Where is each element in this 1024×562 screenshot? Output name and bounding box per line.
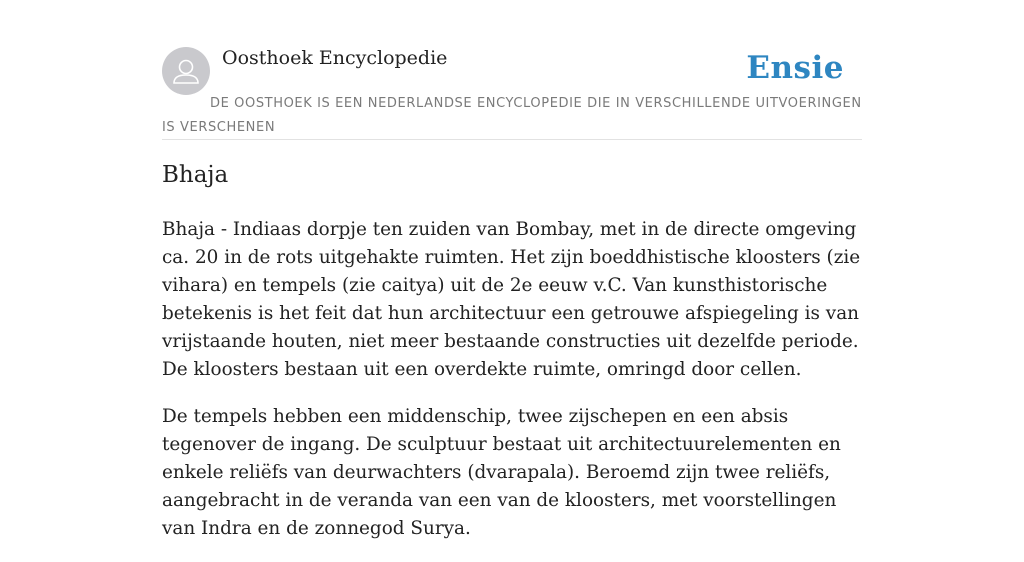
page-header [162,40,862,140]
user-avatar-icon[interactable] [162,47,210,95]
avatar-silhouette [162,47,210,95]
article-paragraph: De tempels hebben een middenschip, twee zijschepen en een absis tegenover de ingang. De sculptuur bestaat uit architectuurelementen en enkele reliëfs van deurwachters (dvarapala). Beroemd zijn twee reliëfs, aangebracht in de veranda van een van de kloosters, met voorstellingen van Indra en de zonnegod Surya. [162,406,841,539]
ensie-logo[interactable]: Ensie [746,50,844,86]
article-title: Bhaja [162,162,229,188]
header-divider [162,139,862,140]
article-body [162,216,862,562]
source-description: DE OOSTHOEK IS EEN NEDERLANDSE ENCYCLOPEDIE DIE IN VERSCHILLENDE UITVOERINGEN IS VERSCHENEN [162,96,862,135]
source-name[interactable]: Oosthoek Encyclopedie [222,47,448,69]
article-paragraph: Bhaja - Indiaas dorpje ten zuiden van Bombay, met in de directe omgeving ca. 20 in de rots uitgehakte ruimten. Het zijn boeddhistische kloosters (zie vihara) en tempels (zie caitya) uit de 2e eeuw v.C. Van kunsthistorische betekenis is het feit dat hun architectuur een getrouwe afspiegeling is van vrijstaande houten, niet meer bestaande constructies uit dezelfde periode. De kloosters bestaan uit een overdekte ruimte, omringd door cellen. [162,219,861,380]
